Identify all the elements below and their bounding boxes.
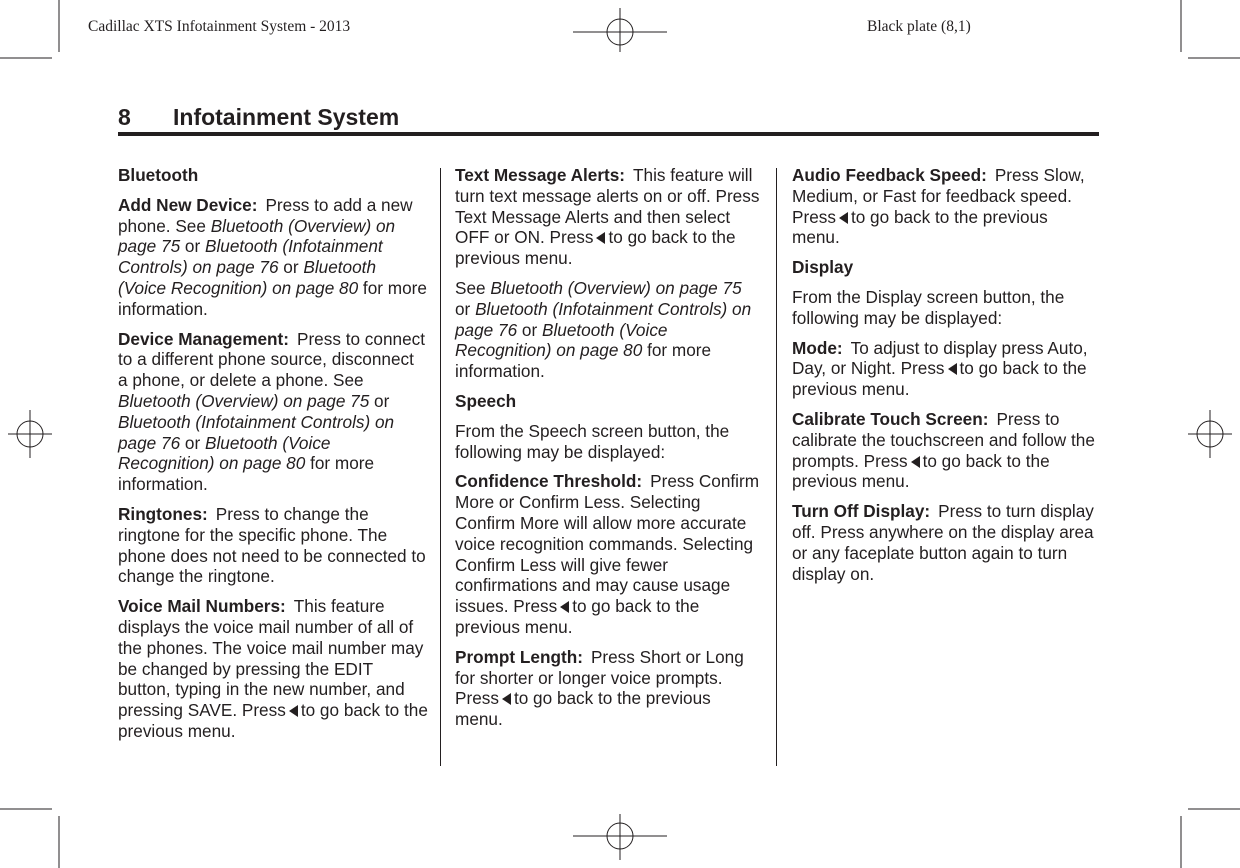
text-message-alerts-paragraph: Text Message Alerts: This feature will turn text message alerts on or off. Press Text Message Alerts and then select OFF or ON. Press to go back to the previous menu. xyxy=(455,165,760,269)
page-number: 8 xyxy=(118,104,131,130)
term-add-new-device: Add New Device: xyxy=(118,194,258,215)
xref-bluetooth-overview[interactable]: Bluetooth (Overview) on page 75 xyxy=(490,277,742,298)
xref-bluetooth-voice[interactable]: Bluetooth (Voice Recognition) on page 80 xyxy=(118,257,377,298)
column-1 xyxy=(118,165,428,751)
column-divider-1 xyxy=(440,168,441,766)
term-confidence-threshold: Confidence Threshold: xyxy=(455,471,643,492)
add-new-device-paragraph: Add New Device: Press to add a new phone. See Bluetooth (Overview) on page 75 or Bluetooth (Infotainment Controls) on page 76 or Bluetooth (Voice Recognition) on page 80 for more information. xyxy=(118,194,427,319)
voice-mail-paragraph: Voice Mail Numbers: This feature displays the voice mail number of all of the phones. The voice mail number may be changed by pressing the EDIT button, typing in the new number, and pressing SAVE. Press to go back to the previous menu. xyxy=(118,596,428,741)
ringtones-paragraph: Ringtones: Press to change the ringtone for the specific phone. The phone does not need to be connected to change the ringtone. xyxy=(118,503,426,587)
term-calibrate-touch-screen: Calibrate Touch Screen: xyxy=(792,408,989,429)
back-arrow-icon xyxy=(911,456,920,468)
prompt-length-paragraph: Prompt Length: Press Short or Long for shorter or longer voice prompts. Press to go back to the previous menu. xyxy=(455,646,744,730)
back-arrow-icon xyxy=(596,232,605,244)
section-heading-bluetooth: Bluetooth xyxy=(118,165,199,185)
running-head-left: Cadillac XTS Infotainment System - 2013 xyxy=(88,18,351,35)
turn-off-display-paragraph: Turn Off Display: Press to turn display off. Press anywhere on the display area or any faceplate button again to turn display on. xyxy=(792,501,1094,584)
section-heading-speech: Speech xyxy=(455,390,517,411)
audio-feedback-paragraph: Audio Feedback Speed: Press Slow, Medium, or Fast for feedback speed. Press to go back to the previous menu. xyxy=(792,165,1085,248)
back-arrow-icon xyxy=(560,601,569,613)
header-rule xyxy=(118,132,1099,136)
back-arrow-icon xyxy=(839,212,848,224)
xref-bluetooth-controls[interactable]: Bluetooth (Infotainment Controls) on page 76 xyxy=(455,298,752,340)
back-arrow-icon xyxy=(948,363,957,375)
term-text-message-alerts: Text Message Alerts: xyxy=(455,165,626,185)
mode-paragraph: Mode: To adjust to display press Auto, Day, or Night. Press to go back to the previous menu. xyxy=(792,337,1088,400)
xref-bluetooth-overview[interactable]: Bluetooth (Overview) on page 75 xyxy=(118,215,396,257)
column-2 xyxy=(455,165,761,739)
xref-bluetooth-controls[interactable]: Bluetooth (Infotainment Controls) on page 76 xyxy=(118,236,383,278)
display-intro: From the Display screen button, the following may be displayed: xyxy=(792,286,1065,328)
page-title: Infotainment System xyxy=(173,104,400,130)
speech-intro: From the Speech screen button, the following may be displayed: xyxy=(455,420,730,462)
term-device-management: Device Management: xyxy=(118,328,289,349)
back-arrow-icon xyxy=(502,693,511,705)
term-audio-feedback-speed: Audio Feedback Speed: xyxy=(792,165,987,185)
section-heading-display: Display xyxy=(792,257,854,278)
column-divider-2 xyxy=(776,168,777,766)
running-head-right: Black plate (8,1) xyxy=(867,18,971,35)
xref-bluetooth-overview[interactable]: Bluetooth (Overview) on page 75 xyxy=(118,390,370,411)
confidence-threshold-paragraph: Confidence Threshold: Press Confirm More or Confirm Less. Selecting Confirm More will allow more accurate voice recognition commands. Selecting Confirm Less will give fewer confirmations and may cause usage issues. Press to go back to the previous menu. xyxy=(455,471,760,637)
term-prompt-length: Prompt Length: xyxy=(455,646,583,667)
column-3 xyxy=(792,165,1100,593)
device-management-paragraph: Device Management: Press to connect to a different phone source, disconnect a phone, or delete a phone. See Bluetooth (Overview) on page 75 or Bluetooth (Infotainment Controls) on page 76 or Bluetooth (Voice Recognition) on page 80 for more information. xyxy=(118,328,426,495)
back-arrow-icon xyxy=(289,705,298,717)
term-voice-mail-numbers: Voice Mail Numbers: xyxy=(118,596,286,617)
xref-bluetooth-voice[interactable]: Bluetooth (Voice Recognition) on page 80 xyxy=(455,319,668,361)
term-mode: Mode: xyxy=(792,337,843,358)
calibrate-touch-screen-paragraph: Calibrate Touch Screen: Press to calibrate the touchscreen and follow the prompts. Press to go back to the previous menu. xyxy=(792,408,1095,492)
term-turn-off-display: Turn Off Display: xyxy=(792,501,931,522)
see-also-paragraph: See Bluetooth (Overview) on page 75 or Bluetooth (Infotainment Controls) on page 76 or Bluetooth (Voice Recognition) on page 80 for more information. xyxy=(455,277,752,382)
term-ringtones: Ringtones: xyxy=(118,503,208,524)
xref-bluetooth-controls[interactable]: Bluetooth (Infotainment Controls) on page 76 xyxy=(118,411,395,453)
xref-bluetooth-voice[interactable]: Bluetooth (Voice Recognition) on page 80 xyxy=(118,432,331,474)
